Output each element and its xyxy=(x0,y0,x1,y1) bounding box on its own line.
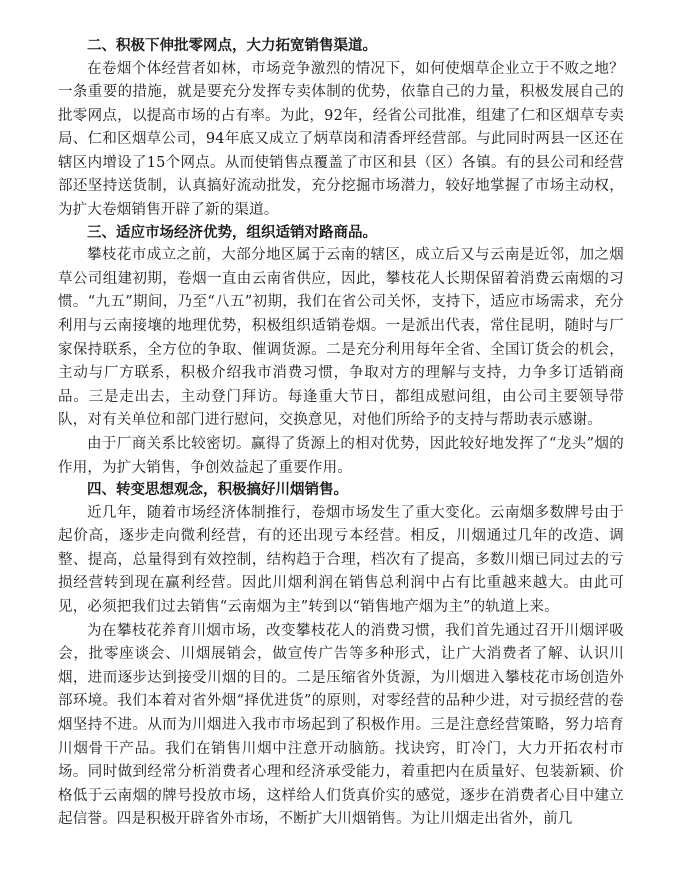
section-2 xyxy=(58,36,624,223)
paragraph: 近几年，随着市场经济体制推行，卷烟市场发生了重大变化。云南烟多数牌号由于起价高，逐步走向微利经营，有的还出现亏本经营。相反，川烟通过几年的改造、调整、提高，总量得到有效控制，结构趋于合理，档次有了提高，多数川烟已同过去的亏损经营转到现在赢利经营。因此川烟利润在销售总利润中占有比重越来越大。由此可见，必须把我们过去销售“云南烟为主”转到以“销售地产烟为主”的轨道上来。 xyxy=(58,504,624,615)
section-heading: 四、转变思想观念，积极搞好川烟销售。 xyxy=(87,482,348,499)
paragraph: 攀枝花市成立之前，大部分地区属于云南的辖区，成立后又与云南是近邻，加之烟草公司组建初期，卷烟一直由云南省供应，因此，攀枝花人长期保留着消费云南烟的习惯。“九五”期间，乃至“八五”初期，我们在省公司关怀，支持下，适应市场需求，充分利用与云南接壤的地理优势，积极组织适销卷烟。一是派出代表，常住昆明，随时与厂家保持联系，全方位的争取、催调货源。二是充分利用每年全省、全国订货会的机会，主动与厂方联系，积极介绍我市消费习惯，争取对方的理解与支持，力争多订适销商品。三是走出去，主动登门拜访。每逢重大节日，都组成慰问组，由公司主要领导带队，对有关单位和部门进行慰问，交换意见，对他们所给予的支持与帮助表示感谢。 xyxy=(58,247,624,429)
section-heading: 二、积极下伸批零网点，大力拓宽销售渠道。 xyxy=(87,38,377,54)
paragraph: 为在攀枝花养育川烟市场，改变攀枝花人的消费习惯，我们首先通过召开川烟评吸会，批零座谈会、川烟展销会，做宣传广告等多种形式，让广大消费者了解、认识川烟，进而逐步达到接受川烟的目的。二是压缩省外货源，为川烟进入攀枝花市场创造外部环境。我们本着对省外烟“择优进货”的原则，对零经营的品种少进，对亏损经营的卷烟坚持不进。从而为川烟进入我市市场起到了积极作用。三是注意经营策略，努力培育川烟骨干产品。我们在销售川烟中注意开动脑筋。找诀窍，盯冷门，大力开拓农村市场。同时做到经常分析消费者心理和经济承受能力，着重把内在质量好、包装新颖、价格低于云南烟的牌号投放市场，这样给人们货真价实的感觉，逐步在消费者心目中建立起信誉。四是积极开辟省外市场，不断扩大川烟销售。为让川烟走出省外，前几 xyxy=(58,622,624,828)
paragraph: 由于厂商关系比较密切。赢得了货源上的相对优势，因此较好地发挥了“龙头”烟的作用，为扩大销售，争创效益起了重要作用。 xyxy=(58,435,624,476)
paragraph: 在卷烟个体经营者如林，市场竞争激烈的情况下，如何使烟草企业立于不败之地？一条重要的措施，就是要充分发挥专卖体制的优势，依靠自己的力量，积极发展自己的批零网点，以提高市场的占有率。为此，92年，经省公司批准，组建了仁和区烟草专卖局、仁和区烟草公司，94年底又成立了炳草岗和清香坪经营部。与此同时两县一区还在辖区内增设了15个网点。从而使销售点覆盖了市区和县（区）各镇。有的县公司和经营部还坚持送货制，认真搞好流动批发，充分挖掘市场潜力，较好地掌握了市场主动权，为扩大卷烟销售开辟了新的渠道。 xyxy=(58,60,624,219)
section-3 xyxy=(58,223,624,480)
section-4 xyxy=(58,480,624,832)
section-heading: 三、适应市场经济优势，组织适销对路商品。 xyxy=(87,224,377,241)
document-page xyxy=(58,36,624,877)
